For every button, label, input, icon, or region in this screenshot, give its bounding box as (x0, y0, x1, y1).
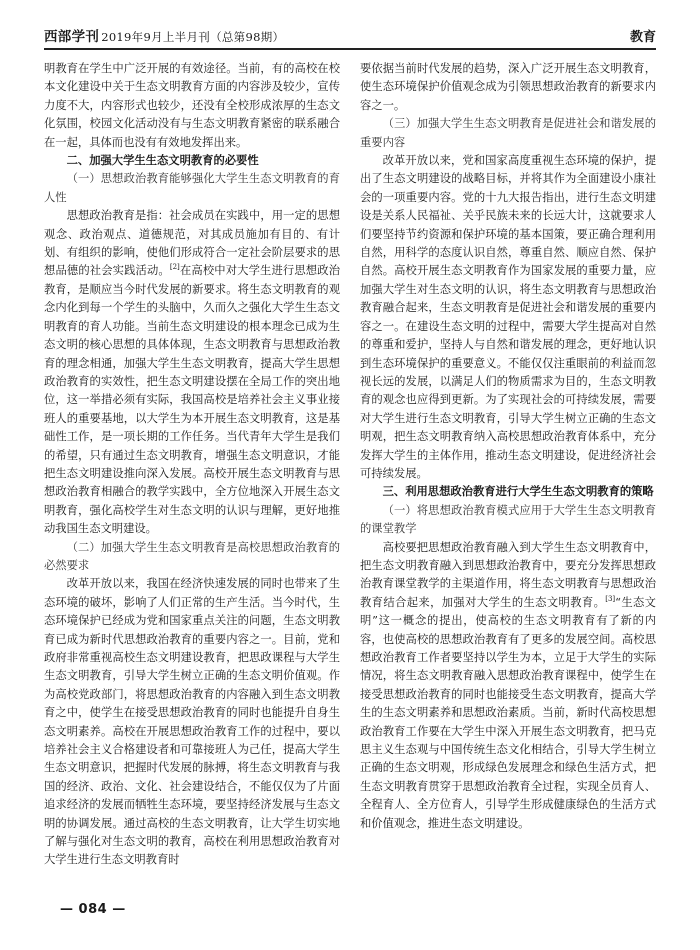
subsection-heading: （三）加强大学生生态文明教育是促进社会和谐发展的重要内容 (360, 117, 656, 149)
section-label: 教育 (629, 30, 656, 45)
subsection-heading: （一）将思想政治教育模式应用于大学生生态文明教育的课堂教学 (360, 503, 656, 536)
citation-marker: [2] (169, 263, 180, 272)
paragraph-text: 思想政治教育是指：社会成员在实践中，用一定的思想观念、政治观点、道德规范，对其成员施加有目的、有计划、有组织的影响，使他们形成符合一定社会阶层要求的思想品德的社会实践活动。 (44, 209, 340, 278)
subsection-heading: （一）思想政治教育能够强化大学生生态文明教育的育人性 (44, 172, 340, 204)
citation-marker: [3] (605, 595, 616, 604)
paragraph: 改革开放以来，党和国家高度重视生态环境的保护，提出了生态文明建设的战略目标，并将其作为全面建设小康社会的一项重要内容。党的十九大报告指出，进行生态文明建设是关系人民福祉、关乎民族未来的长远大计，这就要求人们要坚持节约资源和保护环境的基本国策，要正确合理利用自然，用科学的态度认识自然，尊重自然、顺应自然、保护自然。高校开展生态文明教育作为国家发展的重要力量，应加强大学生对生态文明的认识，将生态文明教育与思想政治教育融合起来，生态文明教育是促进社会和谐发展的重要内容之一。在建设生态文明的过程中，需要大学生提高对自然的尊重和爱护，坚持人与自然和谐发展的理念，更好地认识到生态环境保护的重要意义。不能仅仅注重眼前的利益而忽视长远的发展，以满足人们的物质需求为目的，生态文明教育的观念也应得到更新。为了实现社会的可持续发展，需要对大学生进行生态文明教育，引导大学生树立正确的生态文明观，把生态文明教育纳入高校思想政治教育体系中，充分发挥大学生的主体作用，推动生态文明建设，促进经济社会可持续发展。 (360, 154, 656, 480)
paragraph: 明教育在学生中广泛开展的有效途径。当前，有的高校在校本文化建设中关于生态文明教育方面的内容涉及较少，宣传力度不大，内容形式也较少，还没有全校形成浓厚的生态文化氛围，校园文化活动没有与生态文明教育紧密的联系融合在一起，具体而也没有有效地发挥出来。 (44, 62, 340, 149)
journal-title (44, 25, 284, 48)
subsection-heading: （二）加强大学生生态文明教育是高校思想政治教育的必然要求 (44, 540, 340, 572)
left-column (44, 60, 340, 885)
paragraph: 改革开放以来，我国在经济快速发展的同时也带来了生态环境的破坏，影响了人们正常的生产生活。当今时代，生态环境保护已经成为党和国家重点关注的问题，生态文明教育已成为新时代思想政治教育的重要内容之一。目前，党和政府非常重视高校生态文明建设教育，把思政课程与大学生生态文明教育，引导大学生树立正确的生态文明价值观。作为高校党政部门，将思想政治教育的内容融入到生态文明教育之中，使学生在接受思想政治教育的同时也能提升自身生态文明素养。高校在开展思想政治教育工作的过程中，要以培养社会主义合格建设者和可靠接班人为己任，提高大学生生态文明意识，把握时代发展的脉搏，将生态文明教育与我国的经济、政治、文化、社会建设结合，不能仅仅为了片面追求经济的发展而牺牲生态环境，要坚持经济发展与生态文明的协调发展。通过高校的生态文明教育，让大学生切实地了解与强化对生态文明的教育，高校在利用思想政治教育对大学生进行生态文明教育时 (44, 577, 340, 867)
right-column (360, 60, 656, 885)
paragraph-text: “生态文明”这一概念的提出，使高校的生态文明教育有了新的内容，也使高校的思想政治教育有了更多的发展空间。高校思想政治教育工作者要坚持以学生为本，立足于大学生的实际情况，将生态文明教育融入思想政治教育课程中，使学生在接受思想政治教育的同时也能接受生态文明教育，提高大学生的生态文明素养和思想政治素质。当前，新时代高校思想政治教育工作要在大学生中深入开展生态文明教育，把马克思主义生态观与中国传统生态文化相结合，引导大学生树立正确的生态文明观，形成绿色发展理念和绿色生活方式，把生态文明教育贯穿于思想政治教育全过程，实现全员育人、全程育人、全方位育人，引导学生形成健康绿色的生活方式和价值观念，推进生态文明建设。 (360, 595, 656, 830)
page-number: — 084 — (60, 902, 126, 917)
paragraph: 要依据当前时代发展的趋势，深入广泛开展生态文明教育，使生态环境保护价值观念成为引领思想政治教育的新要求内容之一。 (360, 62, 656, 112)
paragraph (360, 539, 656, 834)
paragraph-text: 在高校中对大学生进行思想政治教育，是顺应当今时代发展的新要求。将生态文明教育的观念内化到每一个学生的头脑中，久而久之强化大学生生态文明教育的育人功能。当前生态文明建设的根本理念已成为生态文明的核心思想的具体体现，生态文明教育与思想政治教育的理念相通，加强大学生生态文明教育，提高大学生思想政治教育的实效性，把生态文明建设摆在全局工作的突出地位，这一举措必须有实际，我国高校是培养社会主义事业接班人的重要基地，以大学生为本开展生态文明教育，这是基础性工作，是一项长期的工作任务。当代青年大学生是我们的希望，只有通过生态文明教育，增强生态文明意识，才能把生态文明建设推向深入发展。高校开展生态文明教育与思想政治教育相融合的教学实践中，全方位地深入开展生态文明教育，强化高校学生对生态文明的认识与理解，更好地推动我国生态文明建设。 (44, 264, 340, 536)
page-header (44, 26, 656, 50)
journal-issue: 2019年9月上半月刊（总第98期） (101, 30, 285, 44)
journal-name: 西部学刊 (44, 29, 100, 45)
section-heading: 二、加强大学生生态文明教育的必要性 (66, 154, 259, 168)
paragraph (44, 207, 340, 538)
section-heading: 三、利用思想政治教育进行大学生生态文明教育的策略 (382, 485, 654, 499)
article-body (44, 60, 656, 885)
paragraph-text: 高校要把思想政治教育融入到大学生生态文明教育中，把生态文明教育融入到思想政治教育中，要充分发挥思想政治教育课堂教学的主渠道作用，将生态文明教育与思想政治教育结合起来，加强对大学生的生态文明教育。 (360, 540, 656, 609)
